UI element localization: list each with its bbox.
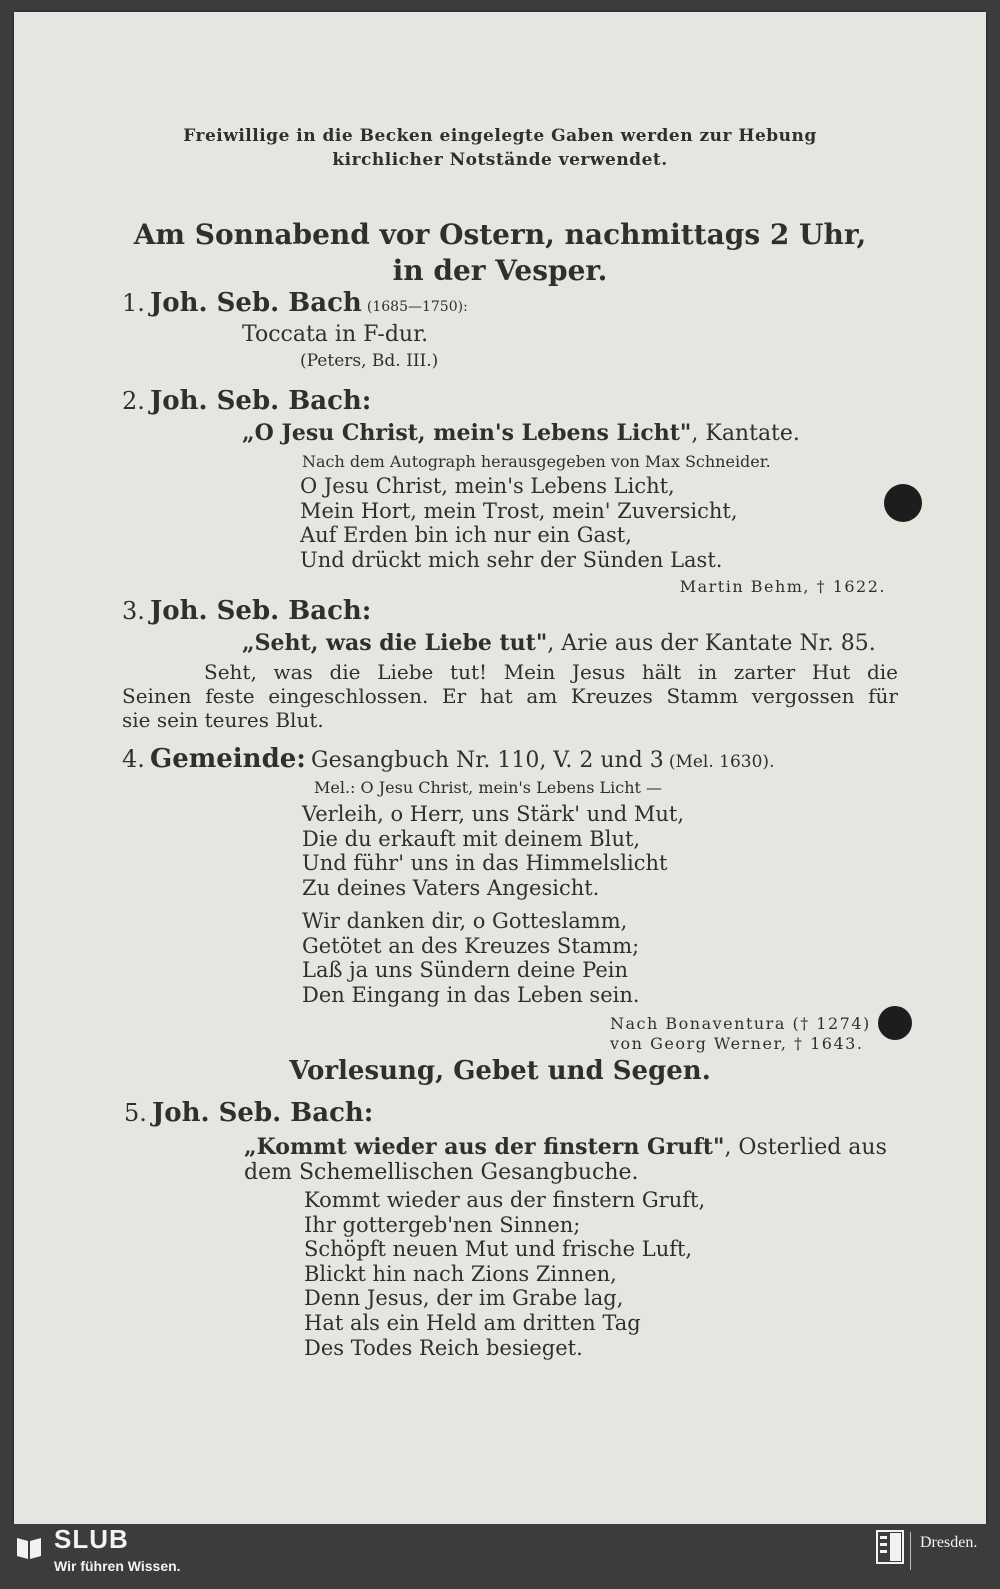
work-genre: , Osterlied aus [724,1135,887,1160]
slub-brand[interactable]: SLUB [54,1524,129,1554]
verse-line: Hat als ein Held am dritten Tag [304,1310,641,1335]
verse-block [304,1188,705,1360]
prose-line: Seht, was die Liebe tut! Mein Jesus hält in zarter Hut die [204,660,898,684]
prose-line: sie sein teures Blut. [122,708,324,732]
verse-author: Martin Behm, † 1622. [679,577,886,596]
prose-line: Seinen feste eingeschlossen. Er hat am Kreuzes Stamm vergossen für [122,684,898,708]
verse-line: Des Todes Reich besieget. [304,1335,583,1360]
notice-line: kirchlicher Notstände verwendet. [332,150,668,170]
item-number: 1. [122,289,145,317]
melody-number: (Mel. 1630). [668,752,775,772]
program-heading [14,217,986,289]
verse-line: Wir danken dir, o Gotteslamm, [302,909,628,933]
hymnal-reference: Gesangbuch Nr. 110, V. 2 und 3 [311,748,664,773]
program-item-1 [122,288,468,318]
logo-separator [910,1532,911,1570]
composer-name: Joh. Seb. Bach [150,288,362,318]
melody-note: Mel.: O Jesu Christ, mein's Lebens Licht — [314,778,663,797]
prose-text [122,660,898,732]
work-title-line [244,1134,887,1160]
composer-dates: (1685—1750): [366,299,468,315]
notice-line: Freiwillige in die Becken eingelegte Gaben werden zur Hebung [183,126,817,146]
item-number: 2. [122,387,145,415]
verse-line: Kommt wieder aus der finstern Gruft, [304,1188,706,1212]
verse-line: Zu deines Vaters Angesicht. [302,875,600,900]
program-item-4 [122,744,774,774]
program-item-2 [122,386,371,416]
item-number: 3. [122,597,145,625]
work-genre: , Kantate. [691,421,800,446]
slub-slogan: Wir führen Wissen. [54,1558,181,1574]
stanza-block [302,802,684,900]
verse-line: Die du erkauft mit deinem Blut, [302,826,641,851]
song-title: „Kommt wieder aus der finstern Gruft" [244,1134,725,1160]
program-item-5 [124,1098,373,1128]
punch-hole [884,484,922,522]
verse-line: Verleih, o Herr, uns Stärk' und Mut, [302,802,684,826]
verse-block [300,474,738,572]
composer-name: Joh. Seb. Bach: [150,596,372,626]
congregation-label: Gemeinde: [150,744,306,774]
slub-book-icon [14,1532,44,1562]
verse-line: Ihr gottergeb'nen Sinnen; [304,1212,581,1237]
item-number: 5. [124,1099,147,1127]
composer-name: Joh. Seb. Bach: [150,386,372,416]
viewer-footer [0,1524,1000,1589]
work-source: dem Schemellischen Gesangbuche. [244,1160,639,1185]
verse-line: Laß ja uns Sündern deine Pein [302,958,628,983]
verse-line: Getötet an des Kreuzes Stamm; [302,933,640,958]
heading-line: Am Sonnabend vor Ostern, nachmittags 2 Uhr, [133,218,867,251]
item-number: 4. [122,745,145,773]
punch-hole [878,1006,912,1040]
verse-line: Mein Hort, mein Trost, mein' Zuversicht, [300,498,738,523]
source-note: Nach dem Autograph herausgegeben von Max Schneider. [302,452,771,471]
verse-line: Und drückt mich sehr der Sünden Last. [300,547,723,572]
dresden-brand[interactable]: Dresden. [920,1534,978,1551]
work-genre: , Arie aus der Kantate Nr. 85. [547,631,876,656]
verse-line: Und führ' uns in das Himmelslicht [302,851,668,876]
work-title-line [242,420,800,446]
document-page [14,12,986,1524]
stanza-author: Nach Bonaventura († 1274) [610,1014,871,1033]
verse-line: O Jesu Christ, mein's Lebens Licht, [300,474,675,498]
donation-notice [14,124,986,172]
composer-name: Joh. Seb. Bach: [152,1098,374,1128]
edition-note: (Peters, Bd. III.) [300,351,439,371]
verse-line: Auf Erden bin ich nur ein Gast, [300,523,632,548]
stanza-author: von Georg Werner, † 1643. [610,1034,864,1053]
verse-line: Denn Jesus, der im Grabe lag, [304,1286,624,1311]
work-title: Toccata in F-dur. [242,322,429,347]
program-item-3 [122,596,371,626]
stanza-block [302,909,640,1007]
heading-line: in der Vesper. [392,254,608,287]
reading-heading: Vorlesung, Gebet und Segen. [289,1056,711,1086]
verse-line: Den Eingang in das Leben sein. [302,982,640,1007]
cantata-title: „O Jesu Christ, mein's Lebens Licht" [242,420,692,446]
aria-title: „Seht, was die Liebe tut" [242,630,548,656]
verse-line: Schöpft neuen Mut und frische Luft, [304,1237,693,1262]
verse-line: Blickt hin nach Zions Zinnen, [304,1261,617,1286]
dresden-crest-icon [876,1530,904,1564]
work-title-line [242,630,876,656]
